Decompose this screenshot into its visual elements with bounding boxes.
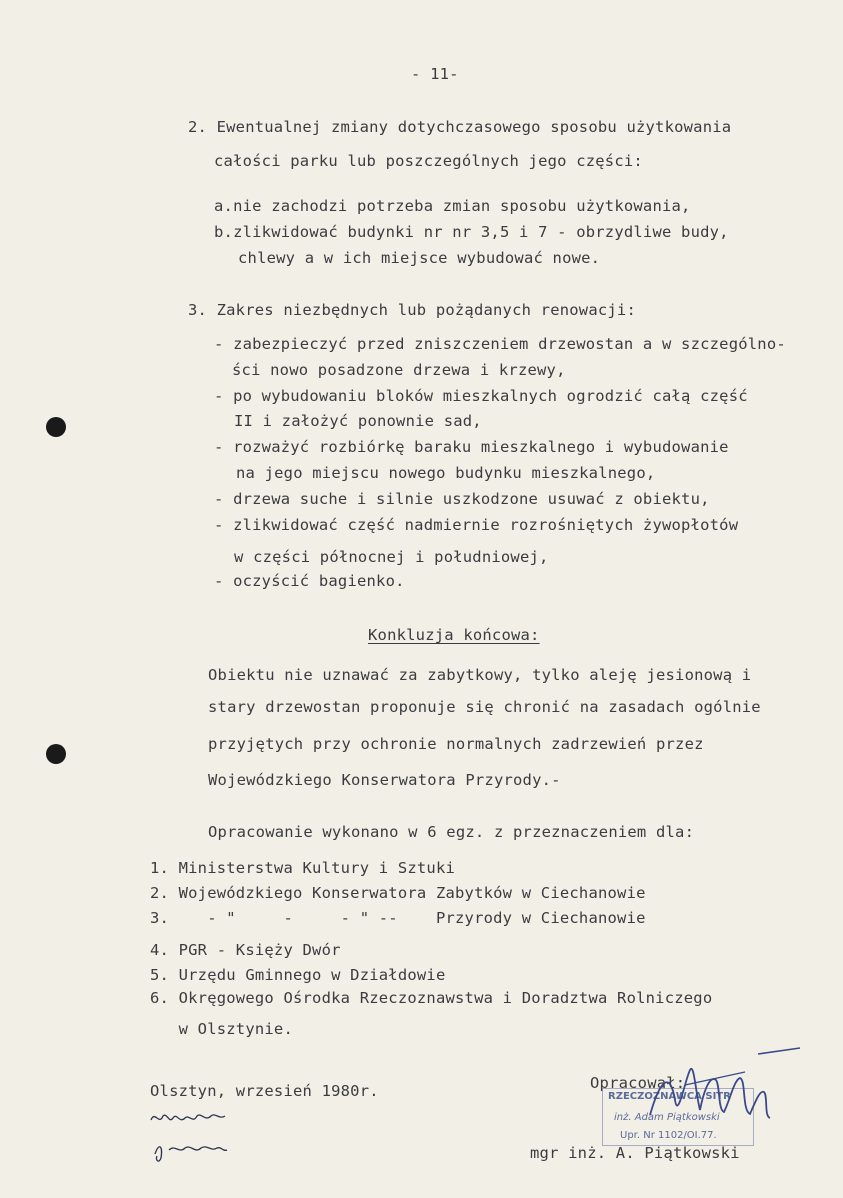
- conclusion-line: stary drzewostan proponuje się chronić na zasadach ogólnie: [208, 698, 761, 716]
- distribution-item: 4. PGR - Księży Dwór: [150, 941, 341, 959]
- author-name: mgr inż. A. Piątkowski: [530, 1144, 740, 1162]
- punch-hole-bottom: [46, 744, 66, 764]
- distribution-item: 1. Ministerstwa Kultury i Sztuki: [150, 859, 456, 877]
- section3-item: - zabezpieczyć przed zniszczeniem drzewostan a w szczególno-: [214, 335, 786, 353]
- distribution-intro: Opracowanie wykonano w 6 egz. z przeznaczeniem dla:: [208, 823, 695, 841]
- handwritten-note: [145, 1106, 255, 1166]
- section3-item: II i założyć ponownie sad,: [234, 412, 482, 430]
- distribution-item: w Olsztynie.: [150, 1020, 293, 1038]
- section2-line1: 2. Ewentualnej zmiany dotychczasowego sposobu użytkowania: [188, 118, 732, 136]
- section2-line4: b.zlikwidować budynki nr nr 3,5 i 7 - obrzydliwe budy,: [214, 223, 729, 241]
- section3-heading: 3. Zakres niezbędnych lub pożądanych renowacji:: [188, 301, 636, 319]
- page-number: - 11-: [411, 65, 459, 83]
- section3-item: - zlikwidować część nadmiernie rozrośniętych żywopłotów: [214, 516, 739, 534]
- punch-hole-top: [46, 417, 66, 437]
- conclusion-heading: Konkluzja końcowa:: [368, 626, 540, 644]
- section2-line3: a.nie zachodzi potrzeba zmian sposobu użytkowania,: [214, 197, 691, 215]
- distribution-item: 3. - " - - " -- Przyrody w Ciechanowie: [150, 909, 646, 927]
- conclusion-line: przyjętych przy ochronie normalnych zadrzewień przez: [208, 735, 704, 753]
- section3-item: ści nowo posadzone drzewa i krzewy,: [232, 361, 566, 379]
- stamp-line: inż. Adam Piątkowski: [614, 1112, 720, 1123]
- section2-line2: całości parku lub poszczególnych jego części:: [214, 152, 643, 170]
- distribution-item: 5. Urzędu Gminnego w Działdowie: [150, 966, 446, 984]
- distribution-item: 6. Okręgowego Ośrodka Rzeczoznawstwa i Doradztwa Rolniczego: [150, 989, 713, 1007]
- stamp-line: Upr. Nr 1102/OI.77.: [620, 1130, 717, 1141]
- section3-item: - rozważyć rozbiórkę baraku mieszkalnego i wybudowanie: [214, 438, 729, 456]
- signature-mark: [630, 1040, 830, 1130]
- stamp-line: RZECZOZNAWCA SITR: [608, 1091, 731, 1102]
- section3-item: - oczyścić bagienko.: [214, 572, 405, 590]
- section3-item: w części północnej i południowej,: [234, 548, 549, 566]
- place-date: Olsztyn, wrzesień 1980r.: [150, 1082, 379, 1100]
- section2-line5: chlewy a w ich miejsce wybudować nowe.: [238, 249, 601, 267]
- section3-item: - po wybudowaniu bloków mieszkalnych ogrodzić całą część: [214, 387, 748, 405]
- conclusion-line: Wojewódzkiego Konserwatora Przyrody.-: [208, 771, 561, 789]
- distribution-item: 2. Wojewódzkiego Konserwatora Zabytków w Ciechanowie: [150, 884, 646, 902]
- conclusion-line: Obiektu nie uznawać za zabytkowy, tylko aleję jesionową i: [208, 666, 752, 684]
- section3-item: - drzewa suche i silnie uszkodzone usuwać z obiektu,: [214, 490, 710, 508]
- section3-item: na jego miejscu nowego budynku mieszkalnego,: [236, 464, 656, 482]
- prepared-by-label: Opracował:: [590, 1074, 686, 1092]
